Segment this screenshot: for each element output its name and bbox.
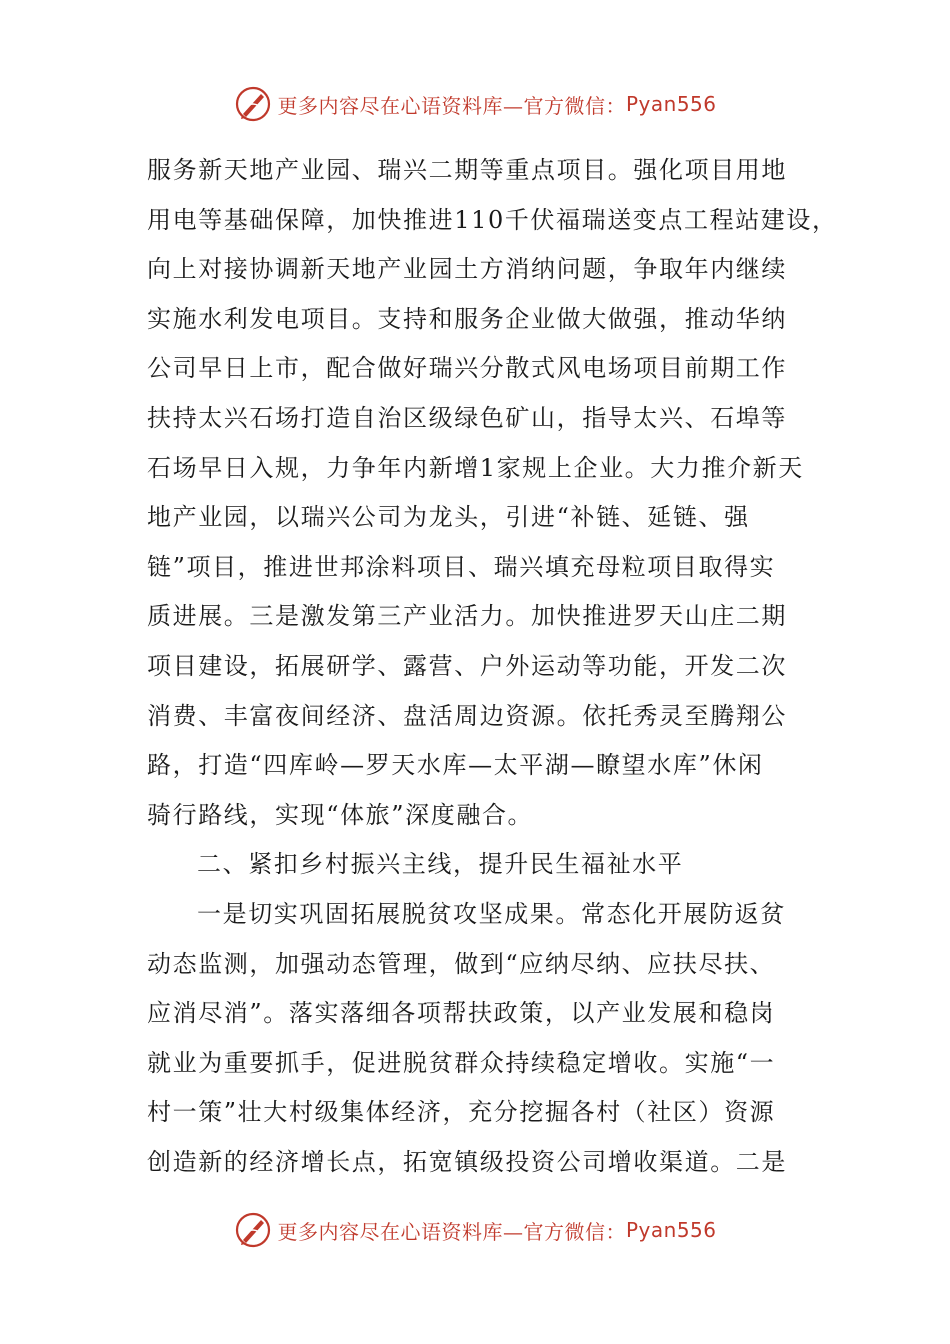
- section-line: 创造新的经济增长点，拓宽镇级投资公司增收渠道。二是: [147, 1147, 787, 1176]
- body-line: 扶持太兴石场打造自治区级绿色矿山，指导太兴、石埠等: [147, 403, 787, 432]
- body-line: 向上对接协调新天地产业园土方消纳问题，争取年内继续: [147, 255, 787, 284]
- body-line: 地产业园，以瑞兴公司为龙头，引进“补链、延链、强: [147, 503, 750, 532]
- section-line: 动态监测，加强动态管理，做到“应纳尽纳、应扶尽扶、: [147, 949, 776, 978]
- body-line: 公司早日上市，配合做好瑞兴分散式风电场项目前期工作: [147, 354, 787, 383]
- header-wechat-id: Pyan556: [625, 92, 717, 116]
- body-line: 服务新天地产业园、瑞兴二期等重点项目。强化项目用地: [147, 156, 787, 184]
- body-line: 消费、丰富夜间经济、盘活周边资源。依托秀灵至腾翔公: [147, 701, 787, 730]
- document-body: [147, 146, 838, 1187]
- section-line: 就业为重要抓手，促进脱贫群众持续稳定增收。实施“一: [147, 1048, 776, 1077]
- body-line: 链”项目，推进世邦涂料项目、瑞兴填充母粒项目取得实: [147, 552, 776, 581]
- section-line: 村一策”壮大村级集体经济，充分挖掘各村（社区）资源: [147, 1098, 776, 1127]
- body-line: 用电等基础保障，加快推进110千伏福瑞送变点工程站建设，: [147, 205, 838, 234]
- section-heading: 二、紧扣乡村振兴主线，提升民生福祉水平: [197, 850, 684, 879]
- section-line: 应消尽消”。落实落细各项帮扶政策，以产业发展和稳岗: [147, 999, 776, 1028]
- body-line: 骑行路线，实现“体旅”深度融合。: [147, 800, 534, 829]
- body-line: 实施水利发电项目。支持和服务企业做大做强，推动华纳: [147, 304, 787, 333]
- footer-wechat-id: Pyan556: [625, 1218, 717, 1242]
- header-banner: [0, 82, 950, 126]
- header-promo-text: 更多内容尽在心语资料库—官方微信：: [277, 93, 626, 118]
- body-line: 路，打造“四库岭—罗天水库—太平湖—瞭望水库”休闲: [147, 751, 764, 780]
- footer-banner: [0, 1208, 950, 1252]
- footer-promo-text: 更多内容尽在心语资料库—官方微信：: [277, 1219, 626, 1244]
- pen-logo-icon: [233, 84, 273, 124]
- body-line: 石场早日入规，力争年内新增1家规上企业。大力推介新天: [147, 453, 804, 482]
- pen-logo-icon: [233, 1210, 273, 1250]
- body-line: 项目建设，拓展研学、露营、户外运动等功能，开发二次: [147, 651, 787, 680]
- section-line: 一是切实巩固拓展脱贫攻坚成果。常态化开展防返贫: [197, 899, 786, 928]
- body-line: 质进展。三是激发第三产业活力。加快推进罗天山庄二期: [147, 602, 787, 631]
